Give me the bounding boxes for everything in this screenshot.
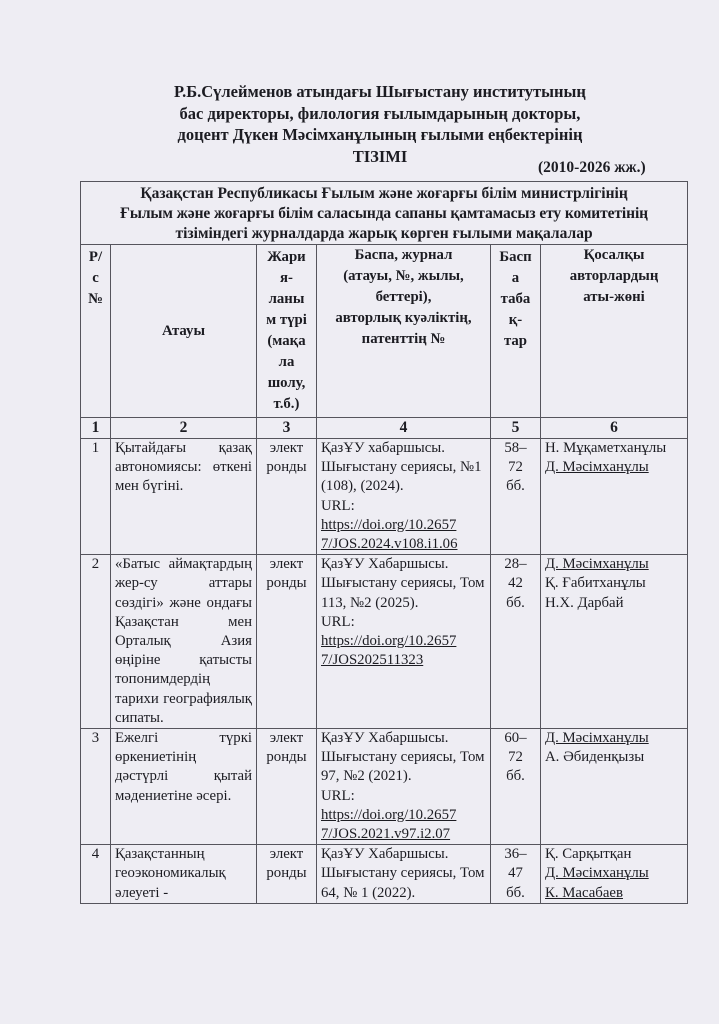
- publication-type-line: ронды: [266, 459, 307, 476]
- publication-details: [317, 439, 491, 555]
- col-header-publication: [317, 245, 491, 418]
- publication-type: [257, 729, 317, 845]
- col-header-line: патенттің №: [361, 331, 446, 347]
- publication-type-line: элект: [269, 846, 304, 863]
- page-range-line: 28–: [504, 556, 527, 573]
- col-header-line: таба: [500, 291, 531, 307]
- col-header-line: тар: [503, 333, 528, 349]
- coauthor-name: К. Масабаев: [545, 884, 623, 901]
- col-header-coauthors: [541, 245, 688, 418]
- publication-type: [257, 439, 317, 555]
- col-header-line: (атауы, №, жылы,: [343, 268, 464, 284]
- url-label: URL:: [321, 613, 355, 630]
- coauthor-name: Н.Х. Дарбай: [545, 594, 624, 611]
- col-header-line: беттері),: [375, 289, 432, 305]
- publication-type-line: элект: [269, 440, 304, 456]
- publication-type-line: элект: [269, 730, 304, 747]
- page-range-line: 72: [508, 459, 523, 476]
- url-label: URL:: [321, 787, 355, 804]
- col-header-line: авторлық куәліктің,: [335, 310, 472, 326]
- page-range-line: 42: [508, 575, 523, 592]
- col-number: 4: [317, 418, 491, 439]
- publication-type-line: ронды: [266, 575, 307, 592]
- caption-line: тізіміндегі журналдарда жарық көрген ғылыми мақалалар: [175, 225, 593, 242]
- publications-table: [80, 181, 688, 904]
- page-range-line: 58–: [504, 440, 527, 456]
- journal-citation: ҚазҰУ хабаршысы. Шығыстану сериясы, №1 (108), (2024).: [321, 440, 482, 495]
- journal-citation: ҚазҰУ Хабаршысы. Шығыстану сериясы, Том 97, №2 (2021).: [321, 730, 485, 785]
- coauthor-name: Н. Мұқаметханұлы: [545, 440, 667, 456]
- year-range: (2010-2026 жж.): [538, 159, 646, 176]
- col-header-line: Басп: [499, 249, 532, 265]
- col-header-line: Қосалқы: [583, 247, 645, 263]
- column-number-row: [81, 418, 688, 439]
- heading-title: ТІЗІМІ: [352, 146, 408, 166]
- page-range-line: бб.: [506, 594, 525, 611]
- coauthor-name: Қ. Сарқытқан: [545, 846, 632, 863]
- page-range: [491, 439, 541, 555]
- col-header-line: (мақа: [267, 333, 306, 349]
- coauthors: [541, 555, 688, 729]
- caption-line: Ғылым және жоғарғы білім саласында сапаны қамтамасыз ету комитетінің: [120, 205, 649, 222]
- coauthor-name: Д. Мәсімханұлы: [545, 865, 649, 882]
- col-number: 3: [257, 418, 317, 439]
- publication-type: [257, 845, 317, 904]
- heading-line: Р.Б.Сүлейменов атындағы Шығыстану институтының: [174, 82, 586, 101]
- table-row: [81, 845, 688, 904]
- coauthor-name: Д. Мәсімханұлы: [545, 556, 649, 573]
- doi-link[interactable]: https://doi.org/10.2657: [321, 633, 457, 650]
- col-number: 5: [491, 418, 541, 439]
- doi-link[interactable]: 7/JOS.2024.v108.i1.06: [321, 536, 458, 553]
- page-range-line: 47: [508, 865, 523, 882]
- col-header-line: қ-: [508, 312, 523, 328]
- col-header-type: [257, 245, 317, 418]
- column-header-row: [81, 245, 688, 418]
- table-caption: [81, 182, 688, 245]
- article-title: Қытайдағы қазақ автономиясы: өткені мен бүгіні.: [111, 439, 257, 555]
- page-range-line: 72: [508, 749, 523, 766]
- page-range: [491, 555, 541, 729]
- url-label: URL:: [321, 497, 355, 514]
- page-range-line: 60–: [504, 730, 527, 747]
- row-number: 2: [81, 555, 111, 729]
- col-number: 6: [541, 418, 688, 439]
- table-row: [81, 729, 688, 845]
- col-header-line: Атауы: [162, 322, 205, 339]
- coauthor-name: А. Әбиденқызы: [545, 749, 645, 766]
- col-header-line: я-: [280, 270, 293, 286]
- page-range-line: бб.: [506, 768, 525, 785]
- heading-line: бас директоры, филология ғылымдарының докторы,: [179, 103, 581, 123]
- col-header-line: Жари: [267, 249, 306, 265]
- col-header-sheets: [491, 245, 541, 418]
- col-header-line: №: [88, 291, 103, 307]
- publication-type-line: элект: [269, 556, 304, 573]
- coauthors: [541, 439, 688, 555]
- col-header-line: авторлардың: [569, 268, 659, 284]
- page-range: [491, 845, 541, 904]
- publication-type-line: ронды: [266, 749, 307, 766]
- journal-citation: ҚазҰУ Хабаршысы. Шығыстану сериясы, Том 64, № 1 (2022).: [321, 846, 485, 901]
- row-number: 4: [81, 845, 111, 904]
- col-header-line: аты-жөні: [583, 289, 645, 305]
- col-header-line: ланы: [268, 291, 305, 307]
- col-header-line: шолу,: [267, 375, 306, 391]
- col-header-line: а: [511, 270, 520, 286]
- col-header-line: Баспа, журнал: [354, 247, 453, 263]
- heading-line: доцент Дүкен Мәсімханұлының ғылыми еңбектерінің: [177, 125, 583, 144]
- document-heading: [100, 81, 660, 167]
- page-range-line: бб.: [506, 478, 525, 495]
- coauthor-name: Д. Мәсімханұлы: [545, 730, 649, 747]
- coauthor-name: Қ. Ғабитханұлы: [545, 575, 646, 592]
- table-row: [81, 439, 688, 555]
- col-header-number: [81, 245, 111, 418]
- publication-details: [317, 845, 491, 904]
- publication-details: [317, 555, 491, 729]
- journal-citation: ҚазҰУ Хабаршысы. Шығыстану сериясы, Том 113, №2 (2025).: [321, 556, 485, 611]
- table-row: [81, 555, 688, 729]
- article-title: «Батыс аймақтардың жер-су аттары сөздігі» және ондағы Қазақстан мен Орталық Азия өңіріне қатысты топонимдердің тарихи географиялық сипаты.: [111, 555, 257, 729]
- col-number: 2: [111, 418, 257, 439]
- col-header-title: [111, 245, 257, 418]
- doi-link[interactable]: 7/JOS.2021.v97.i2.07: [321, 826, 451, 843]
- coauthors: [541, 729, 688, 845]
- col-header-line: Р/: [88, 249, 103, 265]
- article-title: Қазақстанның геоэкономикалық әлеуеті -: [111, 845, 257, 904]
- publication-type-line: ронды: [266, 865, 307, 882]
- col-header-line: т.б.): [273, 396, 300, 412]
- col-header-line: с: [92, 270, 99, 286]
- doi-link[interactable]: https://doi.org/10.2657: [321, 806, 457, 823]
- publication-details: [317, 729, 491, 845]
- coauthors: [541, 845, 688, 904]
- doi-link[interactable]: https://doi.org/10.2657: [321, 516, 457, 533]
- doi-link[interactable]: 7/JOS202511323: [321, 652, 424, 669]
- coauthor-name: Д. Мәсімханұлы: [545, 459, 649, 476]
- col-header-line: м түрі: [266, 312, 307, 328]
- col-header-line: ла: [278, 354, 295, 370]
- publication-type: [257, 555, 317, 729]
- article-title: Ежелгі түркі өркениетінің дәстүрлі қытай мәдениетіне әсері.: [111, 729, 257, 845]
- col-number: 1: [81, 418, 111, 439]
- row-number: 1: [81, 439, 111, 555]
- row-number: 3: [81, 729, 111, 845]
- page-range-line: бб.: [506, 884, 525, 901]
- caption-line: Қазақстан Республикасы Ғылым және жоғарғы білім министрлігінің: [140, 185, 628, 202]
- page-range-line: 36–: [504, 846, 527, 863]
- page-range: [491, 729, 541, 845]
